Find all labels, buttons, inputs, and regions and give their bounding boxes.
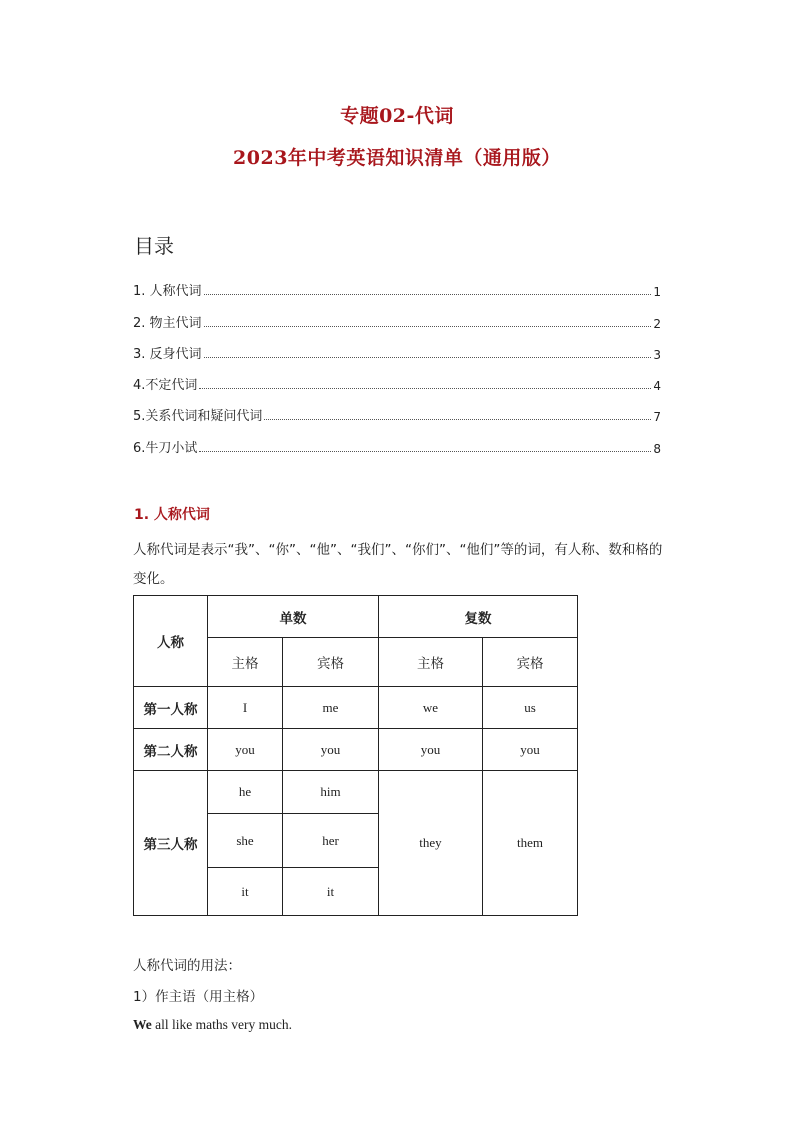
toc-item-label: 4.不定代词 (133, 378, 198, 394)
example-sentence (133, 1017, 292, 1033)
row-label-third-person: 第三人称 (134, 771, 208, 916)
table-cell: she (208, 814, 283, 868)
table-cell: he (208, 771, 283, 814)
table-cell: us (483, 687, 578, 729)
toc-item-label: 1. 人称代词 (133, 284, 202, 300)
toc-item-label: 2. 物主代词 (133, 315, 202, 331)
toc-leader (204, 325, 652, 327)
plural-header: 复数 (379, 596, 578, 638)
table-cell: you (483, 729, 578, 771)
toc-heading: 目录 (134, 234, 174, 258)
table-cell: you (208, 729, 283, 771)
toc-item-label: 5.关系代词和疑问代词 (133, 409, 263, 425)
singular-header: 单数 (208, 596, 379, 638)
table-cell: me (283, 687, 379, 729)
document-subtitle: 2023年中考英语知识清单（通用版） (233, 147, 561, 169)
toc-leader (199, 450, 651, 452)
toc-item-page: 4 (653, 379, 661, 394)
toc-item-page: 1 (653, 285, 661, 300)
toc-leader (204, 356, 652, 358)
toc-item[interactable] (133, 362, 661, 393)
table-cell: you (379, 729, 483, 771)
usage-heading: 人称代词的用法： (133, 958, 241, 974)
toc-item[interactable] (133, 393, 661, 424)
toc-leader (204, 293, 652, 295)
table-cell: they (379, 771, 483, 916)
table-cell: you (283, 729, 379, 771)
table-cell: her (283, 814, 379, 868)
row-label-first-person: 第一人称 (134, 687, 208, 729)
usage-rule: 1）作主语（用主格） (133, 989, 264, 1005)
example-emphasis: We (133, 1017, 152, 1032)
toc-item[interactable] (133, 331, 661, 362)
toc-item-page: 3 (653, 347, 661, 362)
table-corner-header: 人称 (134, 596, 208, 687)
table-cell: him (283, 771, 379, 814)
table-cell: them (483, 771, 578, 916)
toc-item-page: 7 (653, 410, 661, 425)
toc-item[interactable] (133, 268, 661, 299)
toc-item[interactable] (133, 299, 661, 330)
toc-item-label: 6.牛刀小试 (133, 440, 198, 456)
example-rest: all like maths very much. (151, 1017, 292, 1032)
toc-item-label: 3. 反身代词 (133, 346, 202, 362)
nominative-header: 主格 (208, 638, 283, 687)
document-title: 专题02-代词 (340, 105, 454, 127)
row-label-second-person: 第二人称 (134, 729, 208, 771)
toc-item[interactable] (133, 424, 661, 455)
table-cell: we (379, 687, 483, 729)
intro-paragraph: 人称代词是表示“我”、“你”、“他”、“我们”、“你们”、“他们”等的词，有人称、数和格的变化。 (133, 542, 663, 587)
objective-header: 宾格 (483, 638, 578, 687)
nominative-header: 主格 (379, 638, 483, 687)
table-of-contents (133, 268, 661, 456)
table-cell: it (283, 868, 379, 916)
objective-header: 宾格 (283, 638, 379, 687)
toc-leader (199, 387, 651, 389)
toc-item-page: 2 (653, 316, 661, 331)
section-heading: 1. 人称代词 (134, 507, 210, 523)
toc-item-page: 8 (653, 441, 661, 456)
personal-pronoun-table (133, 595, 578, 916)
table-cell: I (208, 687, 283, 729)
table-cell: it (208, 868, 283, 916)
toc-leader (264, 418, 651, 420)
